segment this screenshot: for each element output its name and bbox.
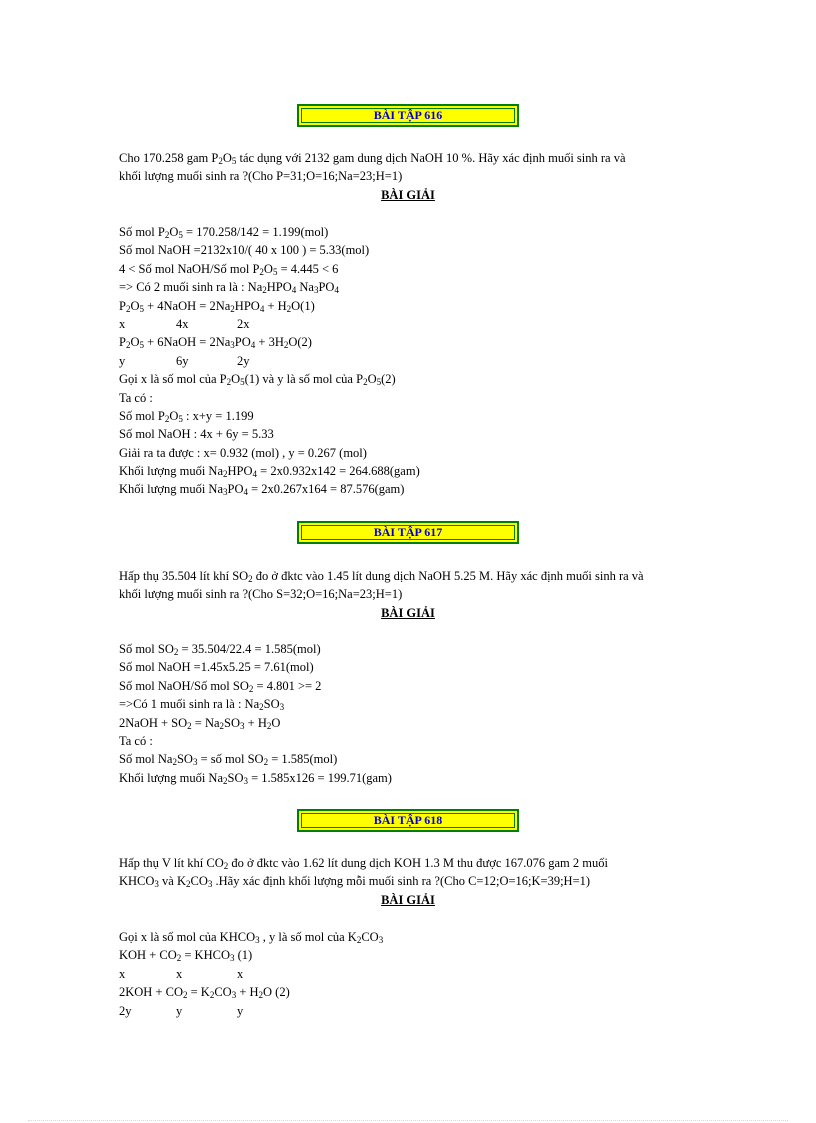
text-run: => Có 2 muối sinh ra là : Na: [119, 280, 263, 295]
solution-lines: [119, 223, 420, 499]
text-run: = 2x0.932x142 = 264.688(gam): [257, 464, 420, 479]
ratio-value: 6y: [176, 353, 189, 368]
text-run: + 3H: [255, 335, 284, 350]
text-run: PO: [234, 335, 251, 350]
subscript: 2: [266, 720, 272, 731]
subscript: 2: [173, 647, 179, 657]
solution-line: [119, 750, 392, 768]
subscript: 2: [286, 303, 292, 314]
solution-lines: [119, 928, 383, 1020]
text-run: (2): [381, 372, 396, 387]
subscript: 2: [223, 469, 228, 480]
text-run: đo ở đktc vào 1.45 lít dung dịch NaOH 5.25 M. Hãy xác định muối sinh ra và: [252, 569, 644, 583]
solution-line: [119, 983, 383, 1001]
text-run: O: [231, 372, 241, 387]
problem-statement: [119, 567, 709, 604]
subscript: 4: [243, 487, 248, 498]
subscript: 2: [164, 230, 170, 240]
text-run: + H: [244, 715, 267, 730]
text-run: khối lượng muối sinh ra ?(Cho P=31;O=16;Na=23;H=1): [119, 169, 403, 184]
subscript: 5: [178, 413, 183, 424]
subscript: 2: [356, 935, 362, 945]
text-run: O (2): [263, 985, 290, 1000]
solution-line: [119, 695, 392, 713]
exercise-title: BÀI TẬP 617: [373, 525, 443, 539]
subscript: 3: [378, 935, 384, 945]
solution-line: [119, 677, 392, 695]
solution-line: [119, 732, 392, 750]
text-run: = K: [187, 985, 210, 1000]
text-run: O(1): [291, 298, 315, 313]
subscript: 4: [259, 303, 265, 314]
text-run: khối lượng muối sinh ra ?(Cho S=32;O=16;Na=23;H=1): [119, 587, 403, 602]
subscript: 3: [313, 285, 319, 296]
text-run: (1) và y là số mol của P: [244, 372, 364, 387]
subscript: 2: [230, 303, 235, 314]
ratio-value: x: [119, 966, 126, 981]
problem-line: [119, 149, 709, 167]
solution-line: [119, 407, 420, 425]
text-run: O: [271, 715, 281, 730]
subscript: 3: [279, 702, 285, 713]
text-run: CO: [361, 930, 379, 944]
subscript: 2: [187, 720, 192, 731]
text-run: SO: [263, 697, 280, 712]
subscript: 2: [176, 953, 182, 964]
problem-line: [119, 854, 709, 872]
text-run: Giải ra ta được : x= 0.932 (mol) , y = 0.267 (mol): [119, 445, 367, 460]
text-run: Số mol NaOH =1.45x5.25 = 7.61(mol): [119, 660, 314, 675]
subscript: 3: [223, 487, 228, 498]
solution-line: [119, 370, 420, 388]
text-run: Gọi x là số mol của P: [119, 372, 227, 387]
subscript: 2: [219, 720, 225, 731]
text-run: và K: [158, 874, 186, 889]
solution-line: [119, 444, 420, 462]
subscript: 3: [255, 935, 260, 945]
problem-statement: [119, 149, 709, 186]
text-run: O: [130, 298, 140, 313]
solution-line: [119, 278, 420, 296]
subscript: 5: [139, 303, 144, 314]
subscript: 3: [230, 340, 235, 351]
page-edge-divider: [28, 1120, 788, 1121]
subscript: 2: [259, 702, 264, 713]
solution-line: [119, 480, 420, 498]
text-run: O(2): [288, 335, 312, 350]
solution-line: [119, 658, 392, 676]
solution-line: [119, 297, 420, 315]
subscript: 2: [226, 377, 232, 388]
text-run: PO: [318, 280, 335, 295]
text-run: Số mol NaOH : 4x + 6y = 5.33: [119, 427, 274, 442]
subscript: 3: [154, 879, 159, 890]
solution-line: [119, 714, 392, 732]
text-run: Khối lượng muối Na: [119, 464, 224, 479]
text-run: O: [367, 372, 377, 387]
text-run: HPO: [234, 298, 260, 313]
text-run: Ta có :: [119, 390, 153, 405]
subscript: 2: [186, 879, 191, 890]
text-run: Na: [296, 280, 314, 295]
text-run: O: [169, 408, 179, 423]
solution-line: [119, 928, 383, 946]
text-run: O: [222, 151, 232, 165]
text-run: HPO: [266, 280, 292, 295]
text-run: CO: [190, 874, 208, 889]
subscript: 5: [178, 230, 183, 240]
text-run: = 1.585(mol): [268, 752, 338, 767]
problem-line: [119, 167, 709, 185]
text-run: = 170.258/142 = 1.199(mol): [182, 225, 329, 239]
text-run: = số mol SO: [197, 752, 264, 767]
text-run: Ta có :: [119, 733, 153, 748]
text-run: Số mol P: [119, 225, 165, 239]
subscript: 5: [240, 377, 245, 388]
text-run: CO: [214, 985, 232, 1000]
ratio-value: y: [119, 353, 126, 368]
text-run: = 35.504/22.4 = 1.585(mol): [178, 642, 321, 656]
subscript: 2: [209, 990, 215, 1001]
subscript: 2: [248, 574, 253, 584]
text-run: 2NaOH + SO: [119, 715, 188, 730]
text-run: tác dụng với 2132 gam dung dịch NaOH 10 %. Hãy xác định muối sinh ra và: [236, 151, 626, 165]
ratio-value: 2y: [237, 353, 250, 368]
text-run: O: [263, 261, 273, 276]
problem-line: [119, 567, 709, 585]
text-run: Khối lượng muối Na: [119, 770, 224, 785]
solution-heading: BÀI GIẢI: [381, 893, 435, 907]
ratio-value: 4x: [176, 316, 189, 331]
solution-line: [119, 223, 420, 241]
solution-line: [119, 769, 392, 787]
solution-heading: BÀI GIẢI: [381, 188, 435, 202]
text-run: Hấp thụ 35.504 lít khí SO: [119, 569, 249, 583]
subscript: 5: [231, 156, 237, 166]
subscript: 2: [125, 340, 131, 351]
text-run: Số mol NaOH/Số mol SO: [119, 678, 249, 693]
ratio-value: 2y: [119, 1003, 132, 1018]
solution-line: [119, 333, 420, 351]
text-run: đo ở đktc vào 1.62 lít dung dịch KOH 1.3 M thu được 167.076 gam 2 muối: [228, 856, 608, 870]
text-run: Hấp thụ V lít khí CO: [119, 856, 224, 870]
text-run: + 4NaOH = 2Na: [143, 298, 231, 313]
subscript: 5: [376, 377, 382, 388]
text-run: + 6NaOH = 2Na: [143, 335, 231, 350]
text-run: = 4.445 < 6: [277, 261, 339, 276]
problem-line: [119, 585, 709, 603]
subscript: 3: [207, 879, 213, 890]
subscript: 2: [363, 377, 368, 388]
text-run: =>Có 1 muối sinh ra là : Na: [119, 697, 260, 712]
subscript: 2: [283, 340, 289, 351]
subscript: 3: [240, 720, 245, 731]
mole-ratio-row: [119, 352, 420, 370]
text-run: (1): [234, 948, 253, 963]
subscript: 2: [259, 266, 264, 277]
subscript: 2: [218, 156, 223, 166]
subscript: 3: [229, 953, 235, 964]
subscript: 4: [334, 285, 339, 296]
text-run: = Na: [191, 715, 220, 730]
text-run: 4 < Số mol NaOH/Số mol P: [119, 261, 260, 276]
solution-line: [119, 260, 420, 278]
subscript: 3: [231, 990, 237, 1001]
subscript: 2: [164, 413, 170, 424]
ratio-value: x: [237, 966, 244, 981]
subscript: 2: [183, 990, 188, 1001]
solution-heading: BÀI GIẢI: [381, 606, 435, 620]
text-run: O: [130, 335, 140, 350]
text-run: KOH + CO: [119, 948, 177, 963]
solution-line: [119, 462, 420, 480]
subscript: 2: [223, 861, 229, 871]
text-run: Cho 170.258 gam P: [119, 151, 219, 165]
text-run: Số mol P: [119, 408, 165, 423]
subscript: 4: [252, 469, 258, 480]
text-run: Gọi x là số mol của KHCO: [119, 930, 256, 944]
subscript: 2: [262, 285, 267, 296]
text-run: SO: [176, 752, 193, 767]
text-run: P: [119, 298, 126, 313]
text-run: = 2x0.267x164 = 87.576(gam): [248, 482, 405, 497]
text-run: = KHCO: [181, 948, 230, 963]
solution-line: [119, 640, 392, 658]
exercise-title: BÀI TẬP 618: [373, 813, 443, 827]
exercise-title-banner: [297, 521, 519, 544]
subscript: 3: [243, 775, 248, 786]
subscript: 5: [272, 266, 278, 277]
mole-ratio-row: [119, 1002, 383, 1020]
problem-line: [119, 872, 709, 890]
text-run: Số mol Na: [119, 752, 173, 767]
text-run: + H: [236, 985, 259, 1000]
text-run: KHCO: [119, 874, 155, 889]
subscript: 2: [223, 775, 228, 786]
solution-line: [119, 241, 420, 259]
ratio-value: 2x: [237, 316, 250, 331]
exercise-title-banner: [297, 104, 519, 127]
text-run: Số mol SO: [119, 642, 174, 656]
text-run: 2KOH + CO: [119, 985, 183, 1000]
text-run: HPO: [227, 464, 253, 479]
text-run: = 4.801 >= 2: [253, 678, 322, 693]
text-run: Số mol NaOH =2132x10/( 40 x 100 ) = 5.33(mol): [119, 243, 370, 258]
subscript: 2: [248, 683, 254, 694]
text-run: .Hãy xác định khối lượng mỗi muối sinh ra ?(Cho C=12;O=16;K=39;H=1): [212, 874, 591, 889]
text-run: O: [169, 225, 179, 239]
mole-ratio-row: [119, 315, 420, 333]
subscript: 2: [172, 757, 177, 768]
text-run: + H: [264, 298, 287, 313]
ratio-value: x: [176, 966, 183, 981]
text-run: : x+y = 1.199: [182, 408, 254, 423]
subscript: 2: [125, 303, 131, 314]
mole-ratio-row: [119, 965, 383, 983]
subscript: 3: [192, 757, 198, 768]
text-run: PO: [227, 482, 244, 497]
solution-lines: [119, 640, 392, 787]
text-run: , y là số mol của K: [259, 930, 357, 944]
subscript: 2: [263, 757, 269, 768]
exercise-title-banner: [297, 809, 519, 832]
ratio-value: y: [176, 1003, 183, 1018]
ratio-value: y: [237, 1003, 244, 1018]
exercise-title: BÀI TẬP 616: [373, 108, 443, 122]
problem-statement: [119, 854, 709, 891]
subscript: 2: [258, 990, 264, 1001]
text-run: SO: [224, 715, 241, 730]
subscript: 4: [250, 340, 256, 351]
solution-line: [119, 425, 420, 443]
solution-line: [119, 389, 420, 407]
text-run: = 1.585x126 = 199.71(gam): [248, 770, 392, 785]
subscript: 4: [291, 285, 297, 296]
text-run: Khối lượng muối Na: [119, 482, 224, 497]
text-run: P: [119, 335, 126, 350]
ratio-value: x: [119, 316, 126, 331]
solution-line: [119, 946, 383, 964]
text-run: SO: [227, 770, 244, 785]
subscript: 5: [139, 340, 144, 351]
